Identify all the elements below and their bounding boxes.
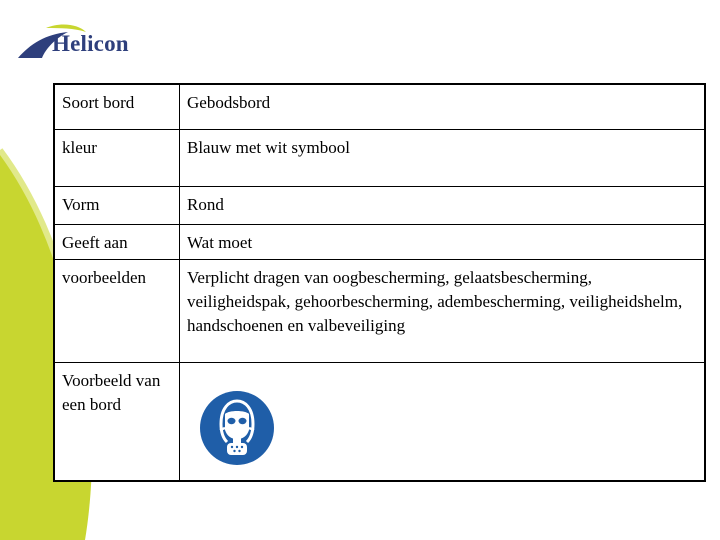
- row-value: Wat moet: [180, 225, 706, 260]
- table-row: [54, 84, 705, 130]
- sign-cell: [180, 363, 706, 482]
- table-row: [54, 225, 705, 260]
- row-label: Vorm: [54, 187, 180, 225]
- info-table: [53, 83, 706, 482]
- table-row: [54, 260, 705, 363]
- row-label: Geeft aan: [54, 225, 180, 260]
- row-label: Soort bord: [54, 84, 180, 130]
- logo-text: Helicon: [52, 31, 129, 56]
- row-label: kleur: [54, 130, 180, 187]
- row-value: Gebodsbord: [180, 84, 706, 130]
- row-label: Voorbeeld van een bord: [54, 363, 180, 482]
- table-row: [54, 363, 705, 482]
- table-row: [54, 130, 705, 187]
- row-value: Verplicht dragen van oogbescherming, gelaatsbescherming, veiligheidspak, gehoorbescherming, adembescherming, veiligheidshelm, handschoenen en valbeveiliging: [180, 260, 706, 363]
- gas-mask-icon: [199, 390, 275, 466]
- row-label: voorbeelden: [54, 260, 180, 363]
- table-row: [54, 187, 705, 225]
- row-value: Blauw met wit symbool: [180, 130, 706, 187]
- row-value: Rond: [180, 187, 706, 225]
